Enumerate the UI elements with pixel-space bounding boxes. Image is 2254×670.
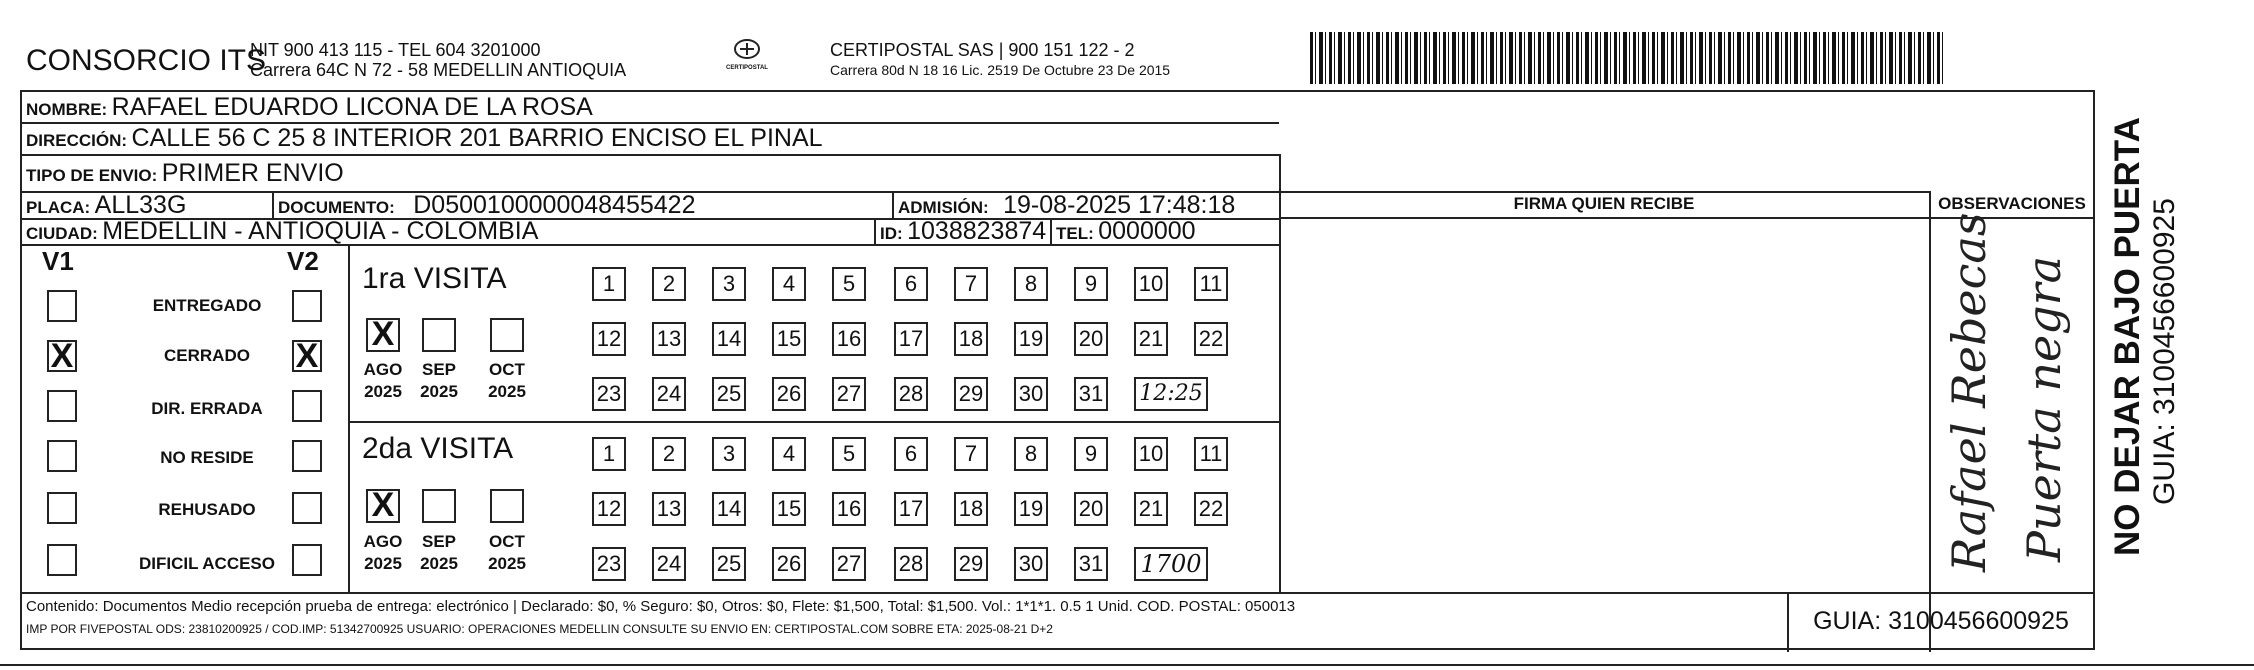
- day-box[interactable]: 11: [1194, 437, 1228, 471]
- day-box[interactable]: 17: [894, 492, 928, 526]
- day-box[interactable]: 26: [772, 377, 806, 411]
- day-box[interactable]: 8: [1014, 267, 1048, 301]
- day-box[interactable]: 4: [772, 437, 806, 471]
- day-box[interactable]: 13: [652, 492, 686, 526]
- visit2-year-ago: 2025: [364, 554, 402, 573]
- v2-entregado-checkbox[interactable]: [292, 290, 322, 322]
- carrier-license: Carrera 80d N 18 16 Lic. 2519 De Octubre 23 De 2015: [830, 62, 1171, 78]
- tel-label: TEL:: [1056, 224, 1094, 243]
- day-box[interactable]: 8: [1014, 437, 1048, 471]
- footer-impresion: IMP POR FIVEPOSTAL ODS: 23810200925 / COD.IMP: 51342700925 USUARIO: OPERACIONES MEDELLIN CONSULTE SU ENVIO EN: CERTIPOSTAL.COM SOBRE ETA: 2025-08-21 D+2: [26, 622, 1053, 636]
- day-box[interactable]: 13: [652, 322, 686, 356]
- firma-signature: Rafael Rebecas: [1942, 212, 1996, 572]
- day-box[interactable]: 3: [712, 437, 746, 471]
- visit1-year-oct: 2025: [488, 382, 526, 401]
- day-box[interactable]: 31: [1074, 377, 1108, 411]
- day-box[interactable]: 15: [772, 492, 806, 526]
- visit1-year-sep: 2025: [420, 382, 458, 401]
- day-box[interactable]: 28: [894, 377, 928, 411]
- visit2-title: 2da VISITA: [362, 432, 514, 465]
- day-box[interactable]: 7: [954, 437, 988, 471]
- placa-label: PLACA:: [26, 198, 91, 217]
- v2-cerrado-checkbox[interactable]: X: [292, 340, 322, 372]
- visit1-month-sep: SEP: [421, 360, 457, 379]
- visit1-title: 1ra VISITA: [362, 262, 507, 295]
- day-box[interactable]: 12: [592, 322, 626, 356]
- nombre-label: NOMBRE:: [26, 100, 108, 119]
- admision-label: ADMISIÓN:: [898, 198, 989, 217]
- v1-no-reside-checkbox[interactable]: [47, 440, 77, 472]
- day-box[interactable]: 5: [832, 437, 866, 471]
- day-box[interactable]: 26: [772, 547, 806, 581]
- footer-guia: GUIA: 3100456600925: [1813, 607, 2069, 635]
- v2-rehusado-checkbox[interactable]: [292, 492, 322, 524]
- v1-cerrado-checkbox[interactable]: X: [47, 340, 77, 372]
- visit1-year-ago: 2025: [364, 382, 402, 401]
- footer-contenido: Contenido: Documentos Medio recepción prueba de entrega: electrónico | Declarado: $0, % Seguro: $0, Otros: $0, Flete: $1,500, Total: $1,500. Vol.: 1*1*1. 0.5 1 Unid. COD. POSTAL: 050013: [26, 598, 1296, 615]
- day-box[interactable]: 6: [894, 267, 928, 301]
- visit2-month-ago: AGO: [363, 532, 403, 551]
- day-box[interactable]: 18: [954, 322, 988, 356]
- visit2-ago-checkbox[interactable]: X: [366, 489, 400, 523]
- day-box[interactable]: 27: [832, 547, 866, 581]
- day-box[interactable]: 15: [772, 322, 806, 356]
- day-box[interactable]: 17: [894, 322, 928, 356]
- day-box[interactable]: 25: [712, 377, 746, 411]
- v2-no-reside-checkbox[interactable]: [292, 440, 322, 472]
- company-name: CONSORCIO ITS: [26, 44, 267, 77]
- visit2-oct-checkbox[interactable]: [490, 489, 524, 523]
- visit1-month-ago: AGO: [363, 360, 403, 379]
- visit2-month-oct: OCT: [489, 532, 525, 551]
- day-box[interactable]: 9: [1074, 267, 1108, 301]
- status-dir-errada: DIR. ERRADA: [151, 399, 263, 418]
- visit2-month-sep: SEP: [421, 532, 457, 551]
- day-box[interactable]: 6: [894, 437, 928, 471]
- day-box[interactable]: 23: [592, 547, 626, 581]
- status-cerrado: CERRADO: [164, 346, 250, 365]
- day-box[interactable]: 5: [832, 267, 866, 301]
- day-box[interactable]: 14: [712, 492, 746, 526]
- day-box[interactable]: 10: [1134, 267, 1168, 301]
- day-box[interactable]: 31: [1074, 547, 1108, 581]
- v1-dificil-acceso-checkbox[interactable]: [47, 544, 77, 576]
- day-box[interactable]: 25: [712, 547, 746, 581]
- day-box[interactable]: 2: [652, 267, 686, 301]
- admision-value: 19-08-2025 17:48:18: [1003, 191, 1236, 219]
- day-box[interactable]: 16: [832, 492, 866, 526]
- day-box[interactable]: 14: [712, 322, 746, 356]
- company-address: Carrera 64C N 72 - 58 MEDELLIN ANTIOQUIA: [250, 60, 627, 80]
- visit2-year-sep: 2025: [420, 554, 458, 573]
- page-bottom-rule: [0, 664, 2254, 666]
- visit2-time-box[interactable]: 1700: [1134, 547, 1208, 581]
- nombre-value: RAFAEL EDUARDO LICONA DE LA ROSA: [111, 93, 593, 121]
- v2-label: V2: [287, 246, 319, 276]
- day-box[interactable]: 7: [954, 267, 988, 301]
- documento-label: DOCUMENTO:: [278, 198, 395, 217]
- certipostal-logo: [722, 38, 772, 71]
- status-dificil-acceso: DIFICIL ACCESO: [138, 554, 275, 573]
- day-box[interactable]: 27: [832, 377, 866, 411]
- status-rehusado: REHUSADO: [158, 500, 256, 519]
- day-box[interactable]: 12: [592, 492, 626, 526]
- tel-value: 0000000: [1098, 217, 1196, 245]
- day-box[interactable]: 21: [1134, 492, 1168, 526]
- status-entregado: ENTREGADO: [152, 296, 262, 315]
- day-box[interactable]: 11: [1194, 267, 1228, 301]
- tipo-envio-label: TIPO DE ENVIO:: [26, 166, 158, 185]
- day-box[interactable]: 29: [954, 377, 988, 411]
- visit1-time-box[interactable]: 12:25: [1134, 377, 1208, 411]
- company-nit: NIT 900 413 115 - TEL 604 3201000: [250, 40, 541, 60]
- visit1-month-oct: OCT: [489, 360, 525, 379]
- visit2-sep-checkbox[interactable]: [422, 489, 456, 523]
- day-box[interactable]: 23: [592, 377, 626, 411]
- status-no-reside: NO RESIDE: [160, 448, 254, 467]
- visit1-sep-checkbox[interactable]: [422, 318, 456, 352]
- day-box[interactable]: 21: [1134, 322, 1168, 356]
- v1-label: V1: [42, 246, 74, 276]
- day-box[interactable]: 24: [652, 547, 686, 581]
- side-no-dejar-bajo-puerta: NO DEJAR BAJO PUERTA: [2108, 117, 2147, 556]
- v2-dificil-acceso-checkbox[interactable]: [292, 544, 322, 576]
- visit1-oct-checkbox[interactable]: [490, 318, 524, 352]
- day-box[interactable]: 1: [592, 437, 626, 471]
- documento-value: D0500100000048455422: [413, 191, 696, 219]
- direccion-label: DIRECCIÓN:: [26, 131, 128, 150]
- day-box[interactable]: 19: [1014, 322, 1048, 356]
- tipo-envio-value: PRIMER ENVIO: [161, 159, 344, 187]
- id-value: 1038823874: [907, 217, 1047, 245]
- logo-text: CERTIPOSTAL: [726, 65, 768, 71]
- day-box[interactable]: 2: [652, 437, 686, 471]
- day-box[interactable]: 19: [1014, 492, 1048, 526]
- observaciones-handwriting: Puerta negra: [2017, 255, 2071, 562]
- day-box[interactable]: 10: [1134, 437, 1168, 471]
- day-box[interactable]: 22: [1194, 492, 1228, 526]
- v1-dir-errada-checkbox[interactable]: [47, 390, 77, 422]
- visit2-year-oct: 2025: [488, 554, 526, 573]
- v2-dir-errada-checkbox[interactable]: [292, 390, 322, 422]
- day-box[interactable]: 16: [832, 322, 866, 356]
- placa-value: ALL33G: [94, 191, 187, 219]
- carrier-name: CERTIPOSTAL SAS | 900 151 122 - 2: [830, 40, 1135, 60]
- day-box[interactable]: 9: [1074, 437, 1108, 471]
- day-box[interactable]: 3: [712, 267, 746, 301]
- day-box[interactable]: 18: [954, 492, 988, 526]
- day-box[interactable]: 22: [1194, 322, 1228, 356]
- day-box[interactable]: 1: [592, 267, 626, 301]
- v1-entregado-checkbox[interactable]: [47, 290, 77, 322]
- ciudad-value: MEDELLIN - ANTIOQUIA - COLOMBIA: [102, 217, 539, 245]
- day-box[interactable]: 20: [1074, 322, 1108, 356]
- side-guia: GUIA: 3100456600925: [2148, 198, 2181, 505]
- day-box[interactable]: 30: [1014, 377, 1048, 411]
- direccion-value: CALLE 56 C 25 8 INTERIOR 201 BARRIO ENCISO EL PINAL: [131, 124, 823, 152]
- day-box[interactable]: 4: [772, 267, 806, 301]
- day-box[interactable]: 30: [1014, 547, 1048, 581]
- day-box[interactable]: 24: [652, 377, 686, 411]
- id-label: ID:: [880, 224, 903, 243]
- day-box[interactable]: 29: [954, 547, 988, 581]
- observaciones-header: OBSERVACIONES: [1938, 194, 2086, 213]
- barcode: [1310, 32, 1945, 84]
- visit1-ago-checkbox[interactable]: X: [366, 318, 400, 352]
- delivery-form: [20, 90, 2095, 650]
- ciudad-label: CIUDAD:: [26, 224, 98, 243]
- firma-header: FIRMA QUIEN RECIBE: [1513, 194, 1695, 213]
- day-box[interactable]: 28: [894, 547, 928, 581]
- day-box[interactable]: 20: [1074, 492, 1108, 526]
- v1-rehusado-checkbox[interactable]: [47, 492, 77, 524]
